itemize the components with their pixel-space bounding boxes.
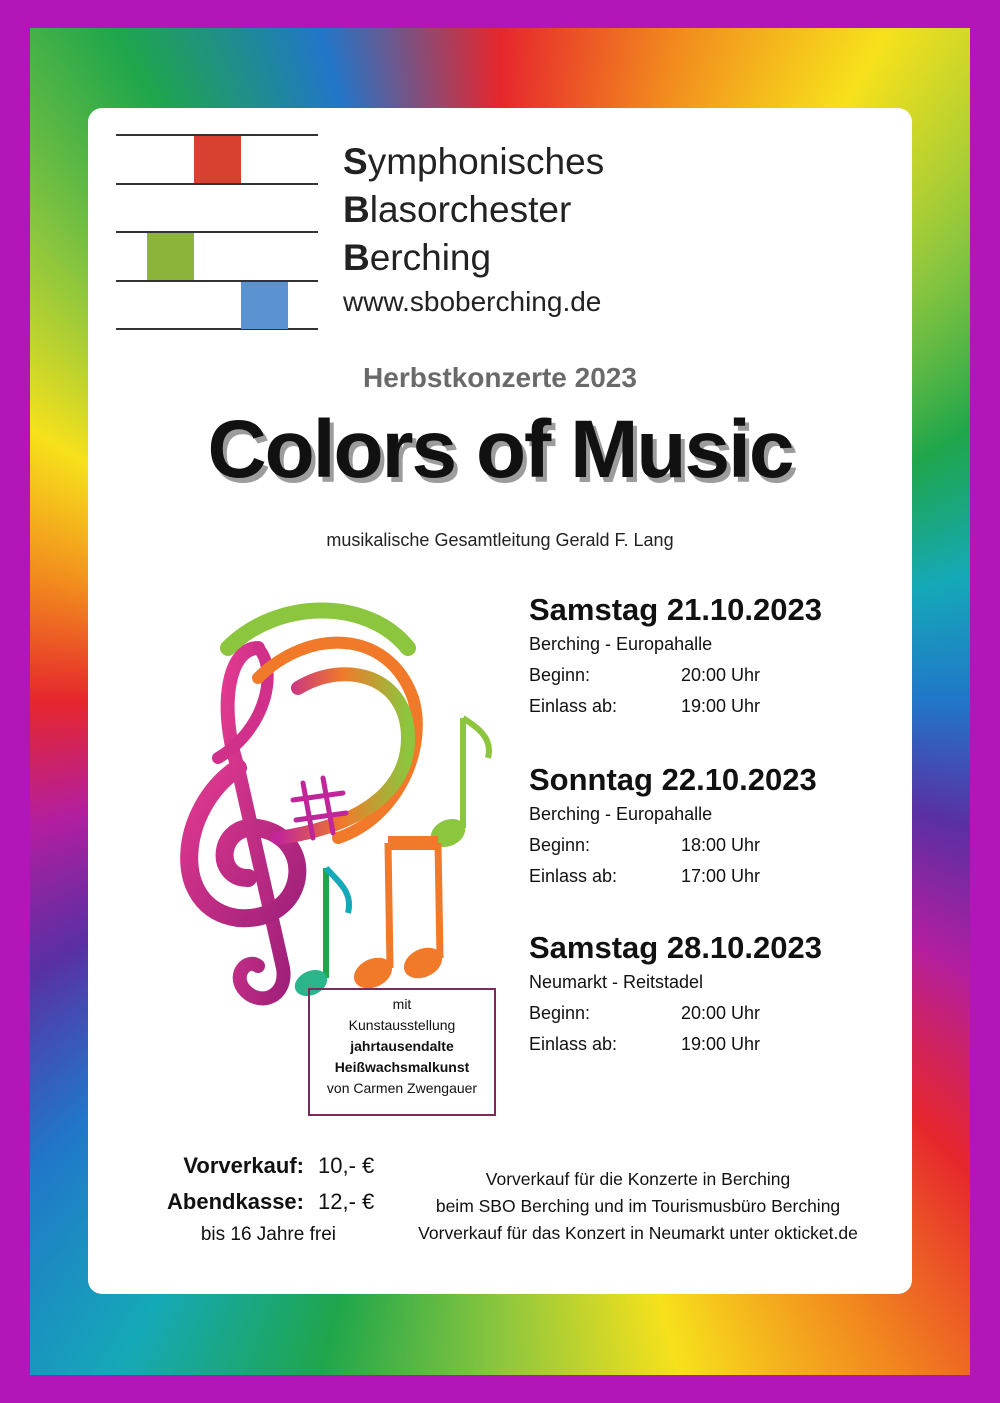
- org-url: www.sboberching.de: [343, 286, 602, 317]
- event-date: Sonntag 22.10.2023: [529, 762, 817, 797]
- event-date: Samstag 21.10.2023: [529, 592, 822, 627]
- presale-line: Vorverkauf für die Konzerte in Berching: [485, 1169, 791, 1189]
- poster-card: [88, 108, 912, 1294]
- presale-info: [378, 1166, 898, 1247]
- event-venue: Berching - Europahalle: [529, 804, 713, 824]
- exhibit-line: jahrtausendalte: [350, 1038, 454, 1054]
- begin-label: Beginn:: [529, 1003, 591, 1023]
- entry-label: Einlass ab:: [529, 866, 618, 886]
- subtitle: Herbstkonzerte 2023: [363, 362, 637, 393]
- entry-time: 19:00 Uhr: [681, 1034, 761, 1054]
- entry-time: 19:00 Uhr: [681, 696, 761, 716]
- price-list: [118, 1148, 374, 1250]
- presale-line: beim SBO Berching und im Tourismusbüro Berching: [435, 1196, 841, 1216]
- presale-label: Vorverkauf:: [183, 1153, 304, 1178]
- treble-clef-icon: [108, 588, 508, 1028]
- presale-line: Vorverkauf für das Konzert in Neumarkt unter okticket.de: [418, 1223, 858, 1243]
- begin-label: Beginn:: [529, 835, 591, 855]
- event-3: [529, 930, 909, 1055]
- youth-note: bis 16 Jahre frei: [200, 1224, 336, 1245]
- door-label: Abendkasse:: [167, 1189, 304, 1214]
- begin-time: 18:00 Uhr: [681, 835, 761, 855]
- logo-blue-block: [241, 282, 288, 329]
- org-name: Symphonisches Blasorchester Berching: [343, 141, 605, 278]
- logo-green-block: [147, 233, 194, 280]
- exhibit-line: mit: [392, 996, 412, 1012]
- exhibit-line: Kunstausstellung: [348, 1017, 456, 1033]
- exhibit-line: Heißwachsmalkunst: [334, 1059, 470, 1075]
- door-price: 12,- €: [318, 1189, 375, 1214]
- begin-label: Beginn:: [529, 665, 591, 685]
- logo-red-block: [194, 136, 241, 183]
- exhibition-box: [308, 988, 496, 1116]
- event-1: [529, 592, 909, 717]
- event-venue: Neumarkt - Reitstadel: [529, 972, 704, 992]
- music-notes-icon: [291, 718, 489, 1001]
- begin-time: 20:00 Uhr: [681, 665, 761, 685]
- entry-label: Einlass ab:: [529, 1034, 618, 1054]
- begin-time: 20:00 Uhr: [681, 1003, 761, 1023]
- event-date: Samstag 28.10.2023: [529, 930, 822, 965]
- exhibit-line: von Carmen Zwengauer: [326, 1080, 478, 1096]
- event-venue: Berching - Europahalle: [529, 634, 713, 654]
- entry-label: Einlass ab:: [529, 696, 618, 716]
- entry-time: 17:00 Uhr: [681, 866, 761, 886]
- conductor-line: musikalische Gesamtleitung Gerald F. Lang: [326, 530, 674, 550]
- event-2: [529, 762, 909, 887]
- presale-price: 10,- €: [318, 1153, 375, 1178]
- page-title: Colors of Music: [207, 404, 793, 495]
